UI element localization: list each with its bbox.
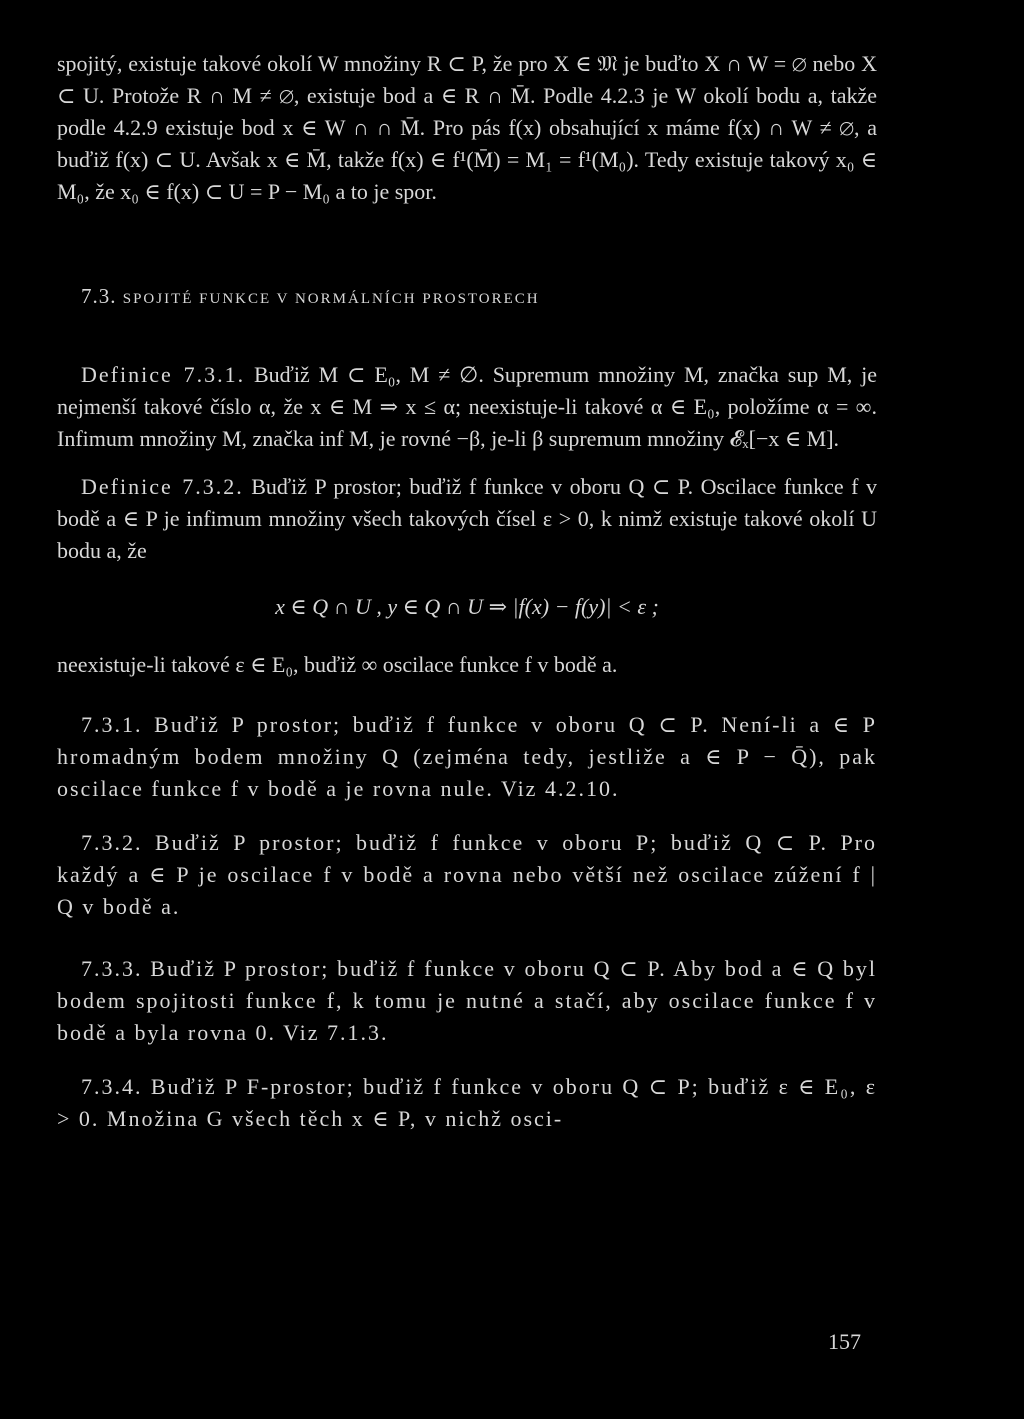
theorem-7-3-2 (57, 827, 877, 923)
section-number: 7.3. (81, 284, 117, 308)
theorem-7-3-1 (57, 709, 877, 805)
theorem-label: 7.3.1. (81, 712, 143, 737)
page-number: 157 (828, 1329, 861, 1354)
definition-text: Buďiž P prostor; buďiž f funkce v oboru Q ⊂ P. Oscilace funkce f v bodě a ∈ P je infimum množiny všech takových čísel ε > 0, k nimž existuje takové okolí U bodu a, že (57, 474, 877, 563)
section-heading (81, 284, 877, 309)
theorem-label: 7.3.2. (81, 830, 143, 855)
definition-7-3-2 (57, 471, 877, 567)
definition-label: Definice 7.3.1. (81, 362, 246, 387)
page-body (57, 48, 877, 1135)
theorem-7-3-3 (57, 953, 877, 1049)
theorem-text: Buďiž P F-prostor; buďiž f funkce v oboru Q ⊂ P; buďiž ε ∈ E₀, ε > 0. Množina G všech těch x ∈ P, v nichž osci- (57, 1074, 877, 1131)
theorem-text: Buďiž P prostor; buďiž f funkce v oboru Q ⊂ P. Aby bod a ∈ Q byl bodem spojitosti funkce f, k tomu je nutné a stačí, aby oscilace funkce f v bodě a byla rovna 0. Viz 7.1.3. (57, 956, 877, 1045)
theorem-label: 7.3.3. (81, 956, 143, 981)
theorem-text: Buďiž P prostor; buďiž f funkce v oboru P; buďiž Q ⊂ P. Pro každý a ∈ P je oscilace f v bodě a rovna nebo větší než oscilace zúžení f | Q v bodě a. (57, 830, 878, 919)
theorem-label: 7.3.4. (81, 1074, 143, 1099)
intro-paragraph: spojitý, existuje takové okolí W množiny R ⊂ P, že pro X ∈ 𝔐 je buďto X ∩ W = ∅ nebo X ⊂ U. Protože R ∩ M ≠ ∅, existuje bod a ∈ R ∩ M̄. Podle 4.2.3 je W okolí bodu a, takže podle 4.2.9 existuje bod x ∈ W ∩ ∩ M̄. Pro pás f(x) obsahující x máme f(x) ∩ W ≠ ∅, a buďiž f(x) ⊂ U. Avšak x ∈ M̄, takže f(x) ∈ f¹(M̄) = M₁ = f¹(M₀). Tedy existuje takový x₀ ∈ M₀, že x₀ ∈ f(x) ⊂ U = P − M₀ a to je spor. (57, 51, 877, 204)
theorem-text: Buďiž P prostor; buďiž f funkce v oboru Q ⊂ P. Není-li a ∈ P hromadným bodem množiny Q (zejména tedy, jestliže a ∈ P − Q̄), pak oscilace funkce f v bodě a je rovna nule. Viz 4.2.10. (57, 712, 877, 801)
definition-text: Buďiž M ⊂ E₀, M ≠ ∅. Supremum množiny M, značka sup M, je nejmenší takové číslo α, že x ∈ M ⇒ x ≤ α; neexistuje-li takové α ∈ E₀, položíme α = ∞. Infimum množiny M, značka inf M, je rovné −β, je-li β supremum množiny 𝓔ₓ[−x ∈ M]. (57, 362, 878, 451)
oscillation-formula: x ∈ Q ∩ U , y ∈ Q ∩ U ⇒ |f(x) − f(y)| < ε ; (275, 594, 659, 619)
definition-continuation: neexistuje-li takové ε ∈ E₀, buďiž ∞ oscilace funkce f v bodě a. (57, 652, 618, 677)
definition-7-3-1 (57, 359, 877, 455)
theorem-7-3-4 (57, 1071, 877, 1135)
section-title: SPOJITÉ FUNKCE V NORMÁLNÍCH PROSTORECH (122, 291, 540, 307)
definition-label: Definice 7.3.2. (81, 474, 244, 499)
